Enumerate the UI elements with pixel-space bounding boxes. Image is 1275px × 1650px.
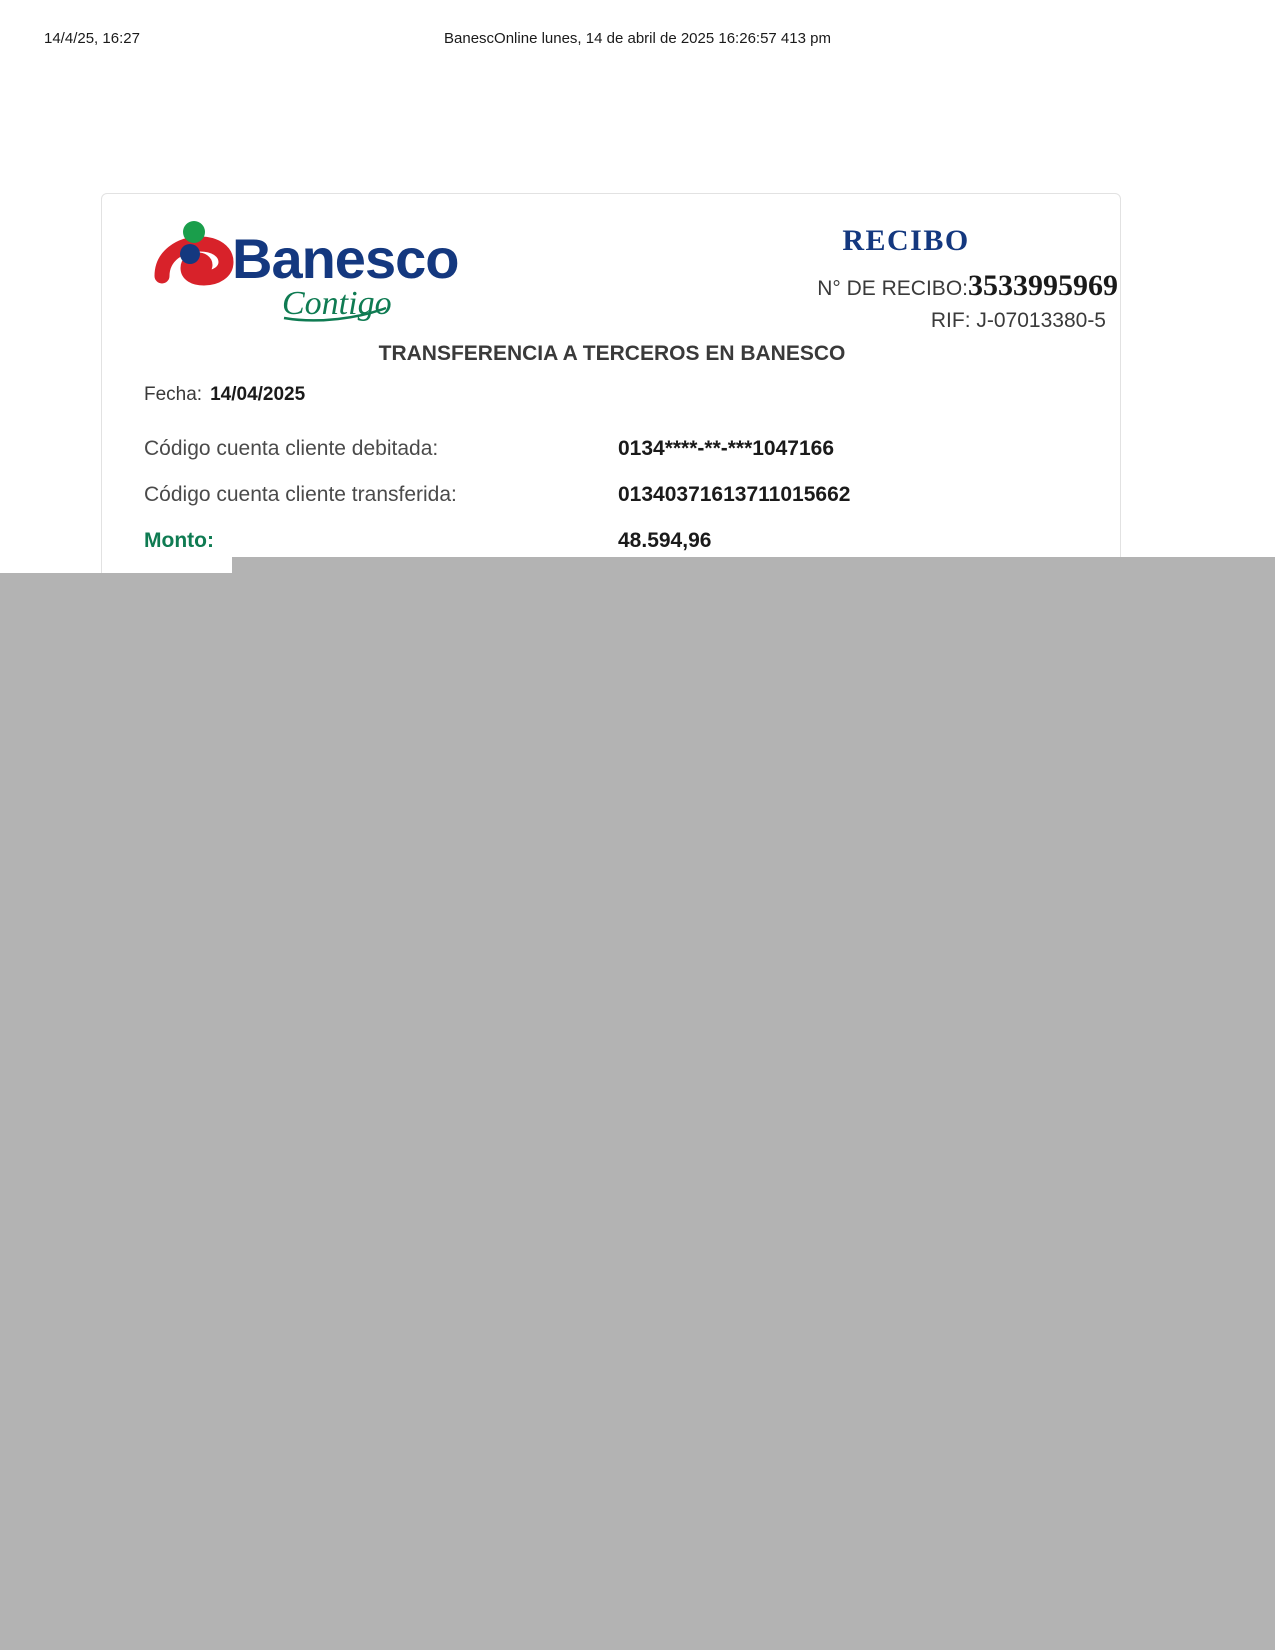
recibo-heading: RECIBO — [842, 224, 970, 257]
detail-label-monto: Monto: — [144, 529, 214, 552]
detail-value-monto: 48.594,96 — [618, 529, 712, 552]
transaction-type-title: TRANSFERENCIA A TERCEROS EN BANESCO — [378, 342, 846, 365]
recibo-number — [817, 269, 1118, 303]
detail-label: Código cuenta cliente transferida: — [144, 483, 457, 506]
rif-text: RIF: J-07013380-5 — [930, 309, 1106, 332]
banesco-logo — [154, 214, 494, 329]
recibo-number-label: N° DE RECIBO: — [817, 277, 968, 300]
detail-value: 01340371613711015662 — [618, 483, 851, 506]
fecha-value: 14/04/2025 — [210, 384, 306, 405]
print-header-timestamp: 14/4/25, 16:27 — [44, 30, 140, 47]
banesco-logo-icon — [154, 214, 494, 329]
svg-text:Contigo: Contigo — [282, 285, 392, 322]
print-header — [0, 30, 1275, 50]
print-header-title: BanescOnline lunes, 14 de abril de 2025 16:26:57 413 pm — [444, 30, 831, 47]
detail-label: Código cuenta cliente debitada: — [144, 437, 439, 460]
fecha-row — [144, 384, 305, 406]
fecha-label: Fecha: — [144, 384, 203, 405]
detail-row — [102, 426, 1122, 472]
redaction-overlay — [0, 573, 1275, 1650]
svg-text:Banesco: Banesco — [232, 227, 459, 290]
detail-value: 0134****-**-***1047166 — [618, 437, 835, 460]
detail-row — [102, 472, 1122, 518]
recibo-number-value: 3533995969 — [968, 269, 1118, 302]
